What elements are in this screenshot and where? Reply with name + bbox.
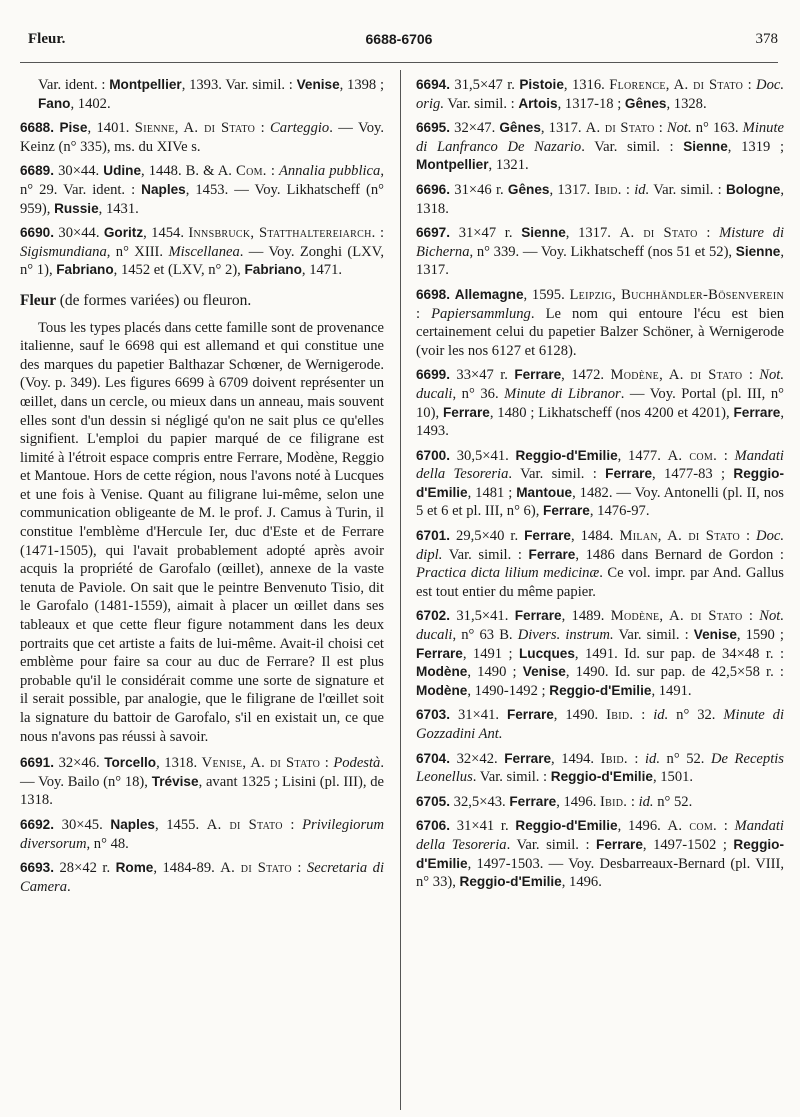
header-rule	[20, 62, 778, 63]
entry-number: 6705.	[416, 793, 451, 809]
entry-6705: 6705. 32,5×43. Ferrare, 1496. Ibid. : id. n° 52.	[416, 793, 693, 810]
entry-number: 6693.	[20, 860, 55, 876]
entry-6703: 6703. 31×41. Ferrare, 1490. Ibid. : id. n° 32. Minute di Gozzadini Ant.	[416, 707, 784, 742]
entry-number: 6704.	[416, 750, 451, 766]
entry-6697: 6697. 31×47 r. Sienne, 1317. A. di Stato : Misture di Bicherna, n° 339. — Voy. Likhatscheff (nos 51 et 52), Sienne, 1317.	[416, 225, 785, 279]
page-number: 378	[755, 31, 778, 47]
right-column	[416, 76, 784, 898]
entry-6701: 6701. 29,5×40 r. Ferrare, 1484. Milan, A. di Stato : Doc. dipl. Var. simil. : Ferrare, 1486 dans Bernard de Gordon : Practica dicta lilium medicinæ. Ce vol. impr. par And. Gallus est tout entier du même papier.	[416, 528, 784, 600]
header-section-title: Fleur.	[28, 31, 66, 47]
entry-number: 6690.	[20, 225, 55, 241]
entry-number: 6694.	[416, 77, 451, 92]
running-header	[20, 30, 778, 52]
entry-number: 6697.	[416, 225, 451, 241]
entry-number: 6706.	[416, 818, 451, 834]
entry-continuation: Var. ident. : Montpellier, 1393. Var. simil. : Venise, 1398 ; Fano, 1402.	[38, 77, 385, 112]
entry-6704: 6704. 32×42. Ferrare, 1494. Ibid. : id. n° 52. De Receptis Leonellus. Var. simil. : Reggio-d'Emilie, 1501.	[416, 750, 784, 786]
entry-number: 6688.	[20, 120, 55, 136]
entry-6691: 6691. 32×46. Torcello, 1318. Venise, A. di Stato : Podestà. — Voy. Bailo (n° 18), Trévise, avant 1325 ; Lisini (pl. III), de 1318.	[20, 755, 384, 809]
entry-6700: 6700. 30,5×41. Reggio-d'Emilie, 1477. A. com. : Mandati della Tesoreria. Var. simil. : Ferrare, 1477-83 ; Reggio-d'Emilie, 1481 ; Mantoue, 1482. — Voy. Antonelli (pl. II, nos 5 et 6 et pl. III, n° 6), Ferrare, 1476-97.	[416, 447, 784, 520]
entry-6696: 6696. 31×46 r. Gênes, 1317. Ibid. : id. Var. simil. : Bologne, 1318.	[416, 181, 785, 217]
column-divider	[400, 70, 401, 1110]
entry-6694: 6694. 31,5×47 r. Pistoie, 1316. Florence, A. di Stato : Doc. orig. Var. simil. : Artois, 1317-18 ; Gênes, 1328.	[416, 77, 785, 112]
entry-6706: 6706. 31×41 r. Reggio-d'Emilie, 1496. A. com. : Mandati della Tesoreria. Var. simil. : Ferrare, 1497-1502 ; Reggio-d'Emilie, 1497-1503. — Voy. Desbarreaux-Bernard (pl. VIII, n° 33), Reggio-d'Emilie, 1496.	[416, 818, 784, 891]
entry-number: 6702.	[416, 608, 451, 624]
intro-paragraph: Tous les types placés dans cette famille sont de provenance italienne, sauf le 6698 qui est allemand et qui constitue une des marques du papetier Balthazar Schœner, de Wernigerode. (Voy. p. 349). Les figures 6699 à 6709 doivent représenter un œillet, dans un cercle, ou mieux dans un anneau, mais souvent elles sont d'un dessin si négligé qu'on ne sait plus ce qu'elles signifient. L'emploi du papier marqué de ce filigrane est limité à l'étroit espace compris entre Ferrare, Modène, Reggio et Mantoue. Hors de cette région, nous l'avons noté à Lucques et une fois à Venise. Quant au filigrane lui-même, selon une communication obligeante de M. le prof. J. Camus à Turin, il constitue l'emblème d'Hercule Ier, duc d'Este et de Ferrare (1471-1505), qui l'avait probablement adopté après avoir acquis la propriété de Garofalo (œillet), annexe de la vaste tenuta de Paviole. On sait que le peintre Benvenuto Tisio, dit le Garofalo (1481-1559), aimait à placer un œillet dans ses tableaux et que cette fleur figure notamment dans les deux portraits que cet artiste a faits de lui-même. Avait-il choisi cet emblème pour faire sa cour au duc de Ferrare? Il est plus probable qu'il le considérait comme une sorte de signature et il serait possible, par analogie, que le filigrane de l'œillet soit la signature du battoir de Garofalo, s'il en existait un, ce que nous n'avons pas réussi à savoir.	[20, 319, 384, 745]
entry-number: 6703.	[416, 707, 451, 723]
entry-number: 6689.	[20, 163, 55, 179]
entry-6698: 6698. Allemagne, 1595. Leipzig, Buchhändler-Bösenverein : Papiersammlung. Le nom qui entoure l'écu est bien certainement celui du papetier Balzer Schöner, à Wernigerode (voir les nos 6127 et 6128).	[416, 286, 784, 359]
entry-number: 6692.	[20, 816, 55, 832]
left-column	[20, 76, 384, 902]
entry-6688: 6688. Pise, 1401. Sienne, A. di Stato : Carteggio. — Voy. Keinz (n° 335), ms. du XIVe s.	[20, 120, 385, 155]
entry-6702: 6702. 31,5×41. Ferrare, 1489. Modène, A. di Stato : Not. ducali, n° 63 B. Divers. instrum. Var. simil. : Venise, 1590 ; Ferrare, 1491 ; Lucques, 1491. Id. sur pap. de 34×48 r. : Modène, 1490 ; Venise, 1490. Id. sur pap. de 42,5×58 r. : Modène, 1490-1492 ; Reggio-d'Emilie, 1491.	[416, 608, 785, 699]
entry-number: 6699.	[416, 367, 451, 383]
entry-6695: 6695. 32×47. Gênes, 1317. A. di Stato : Not. n° 163. Minute di Lanfranco De Nazario. Var. simil. : Sienne, 1319 ; Montpellier, 1321.	[416, 120, 785, 174]
entry-6692: 6692. 30×45. Naples, 1455. A. di Stato : Privilegiorum diversorum, n° 48.	[20, 816, 384, 852]
entry-6693: 6693. 28×42 r. Rome, 1484-89. A. di Stato : Secretaria di Camera.	[20, 860, 384, 895]
entry-number: 6701.	[416, 528, 451, 544]
entry-number: 6700.	[416, 447, 451, 463]
entry-number: 6691.	[20, 755, 55, 771]
entry-6690: 6690. 30×44. Goritz, 1454. Innsbruck, Statthaltereiarch. : Sigismundiana, n° XIII. Miscellanea. — Voy. Zonghi (LXV, n° 1), Fabriano, 1452 et (LXV, n° 2), Fabriano, 1471.	[20, 225, 384, 279]
header-number-range: 6688-6706	[365, 31, 433, 47]
entry-number: 6696.	[416, 181, 451, 197]
entry-number: 6695.	[416, 120, 451, 136]
entry-number: 6698.	[416, 286, 451, 302]
entry-6699: 6699. 33×47 r. Ferrare, 1472. Modène, A. di Stato : Not. ducali, n° 36. Minute di Libranor. — Voy. Portal (pl. III, n° 10), Ferrare, 1480 ; Likhatscheff (nos 4200 et 4201), Ferrare, 1493.	[416, 367, 784, 440]
entry-6689: 6689. 30×44. Udine, 1448. B. & A. Com. : Annalia pubblica, n° 29. Var. ident. : Naples, 1453. — Voy. Likhatscheff (n° 959), Russie, 1431.	[20, 163, 384, 217]
section-heading: Fleur (de formes variées) ou fleuron.	[20, 291, 252, 309]
